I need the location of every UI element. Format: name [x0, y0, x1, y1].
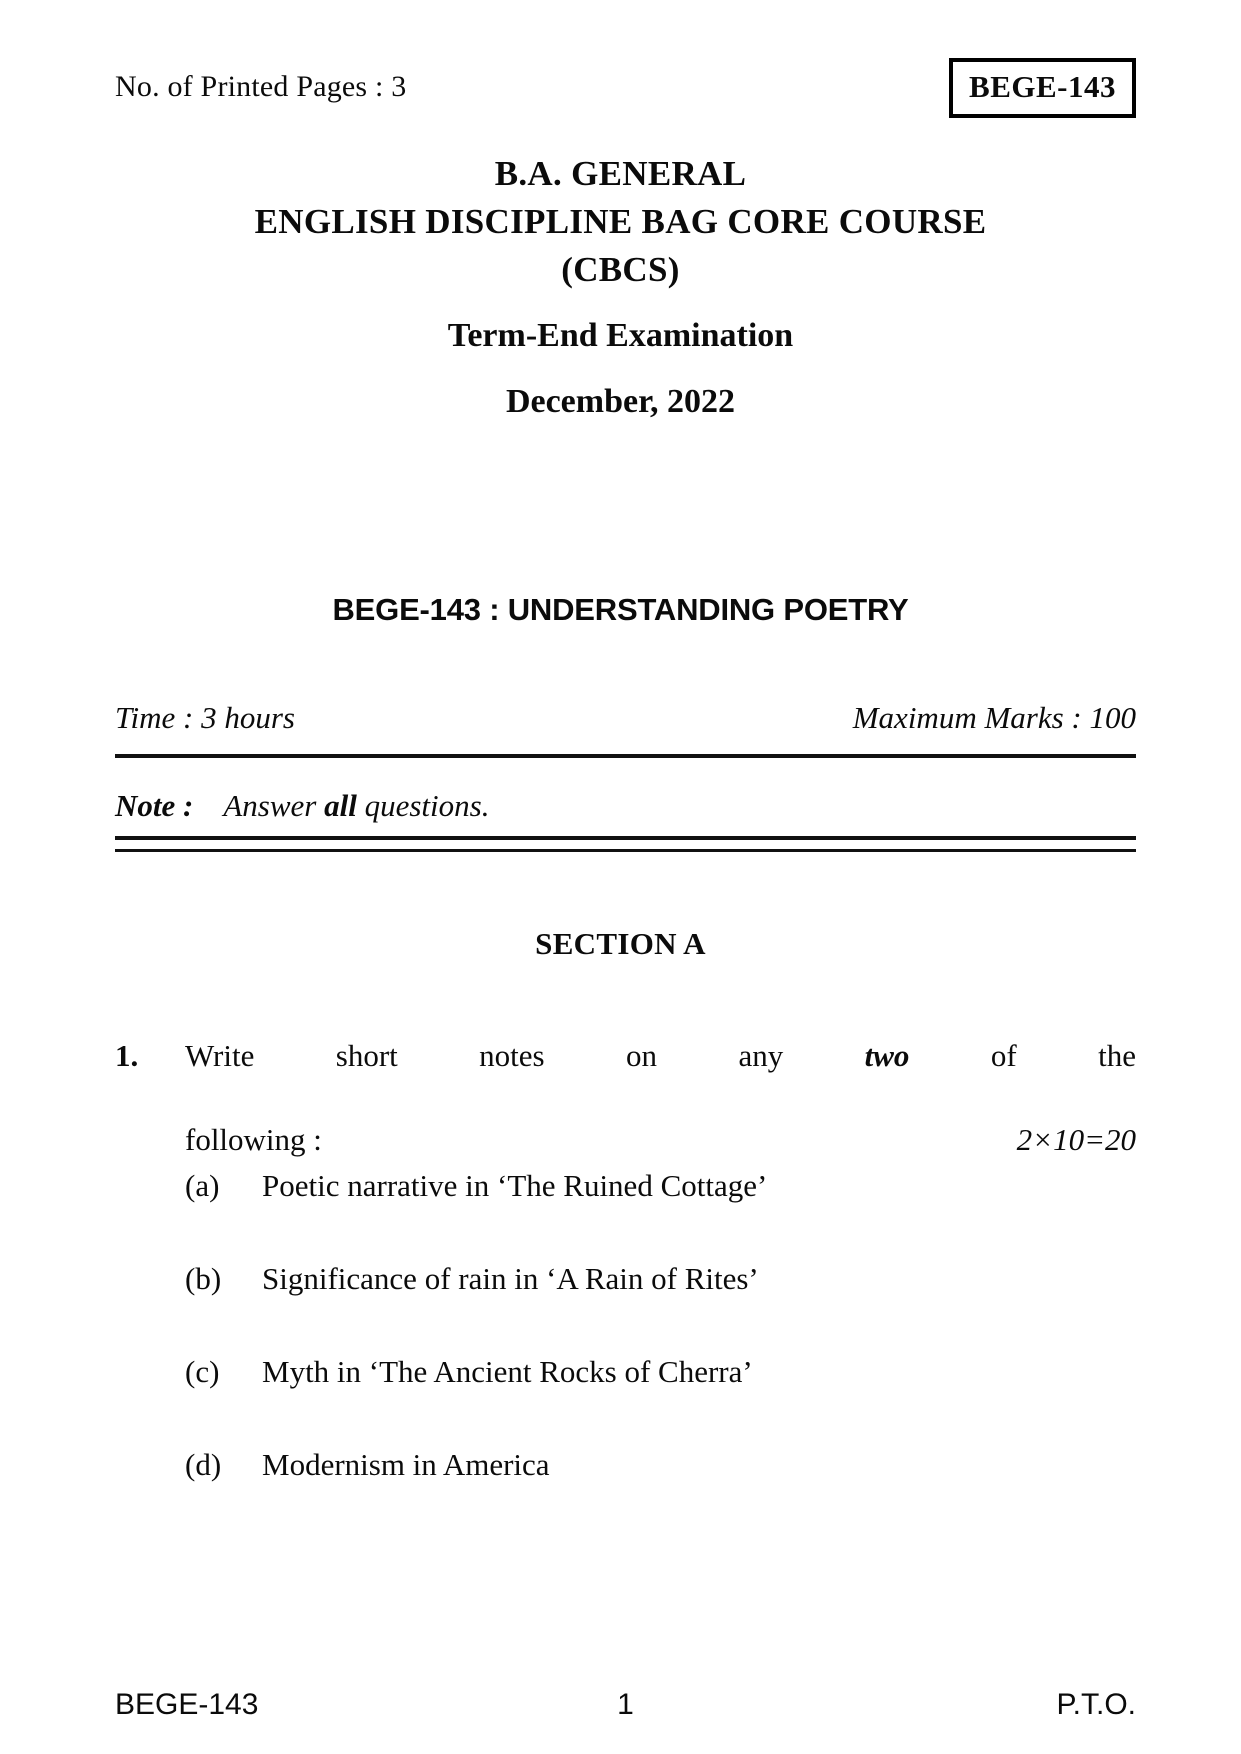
header-row: [115, 58, 1136, 118]
item-text: Myth in ‘The Ancient Rocks of Cherra’: [262, 1354, 753, 1389]
q1-word: of: [990, 1038, 1017, 1073]
exam-title: Term-End Examination: [447, 317, 794, 354]
question-1-item-c: [185, 1354, 1136, 1390]
footer-paper-code: BEGE-143: [115, 1688, 259, 1721]
note-text-bold: all: [324, 788, 357, 823]
section-a-heading: SECTION A: [535, 926, 706, 961]
question-1-text: [185, 1038, 1136, 1074]
note-text-post: questions.: [364, 788, 490, 823]
item-label: (d): [185, 1447, 222, 1482]
question-1-line2: [185, 1122, 1136, 1158]
item-label: (b): [185, 1261, 222, 1296]
footer-row: [115, 1688, 1136, 1722]
printed-pages-label: No. of Printed Pages : 3: [115, 70, 407, 103]
scheme-title: (CBCS): [561, 250, 680, 289]
note-label: Note :: [115, 788, 194, 823]
q1-word: short: [335, 1038, 398, 1073]
item-label: (a): [185, 1168, 220, 1203]
time-marks-row: [115, 700, 1136, 736]
q1-word: Write: [185, 1038, 255, 1073]
exam-session: December, 2022: [505, 383, 736, 420]
title-block: [0, 150, 1241, 424]
question-1-text-continued: following :: [185, 1122, 322, 1157]
q1-word: any: [738, 1038, 784, 1073]
item-text: Modernism in America: [262, 1447, 550, 1482]
question-1-number: 1.: [115, 1038, 139, 1073]
horizontal-rule: [115, 754, 1136, 758]
q1-word: on: [626, 1038, 658, 1073]
note-text-pre: Answer: [223, 788, 317, 823]
course-title: BEGE-143 : UNDERSTANDING POETRY: [332, 592, 909, 627]
q1-word-emphasis: two: [864, 1038, 910, 1073]
paper-code-box: BEGE-143: [949, 58, 1136, 118]
time-allowed: Time : 3 hours: [115, 700, 295, 735]
item-text: Poetic narrative in ‘The Ruined Cottage’: [262, 1168, 768, 1203]
double-horizontal-rule: [115, 836, 1136, 852]
q1-word: notes: [479, 1038, 545, 1073]
note-row: [115, 788, 1136, 824]
item-label: (c): [185, 1354, 220, 1389]
degree-title: B.A. GENERAL: [494, 154, 747, 193]
maximum-marks: Maximum Marks : 100: [852, 700, 1136, 735]
programme-title: ENGLISH DISCIPLINE BAG CORE COURSE: [254, 202, 987, 241]
footer-pto: P.T.O.: [1056, 1688, 1136, 1721]
question-1-item-d: [185, 1447, 1136, 1483]
question-1-line1: [115, 1038, 1136, 1074]
footer-page-number: 1: [617, 1688, 634, 1721]
q1-word: the: [1098, 1038, 1136, 1073]
question-1-item-b: [185, 1261, 1136, 1297]
question-1-item-a: [185, 1168, 1136, 1204]
question-1-marks: 2×10=20: [1016, 1122, 1136, 1157]
item-text: Significance of rain in ‘A Rain of Rites’: [262, 1261, 759, 1296]
